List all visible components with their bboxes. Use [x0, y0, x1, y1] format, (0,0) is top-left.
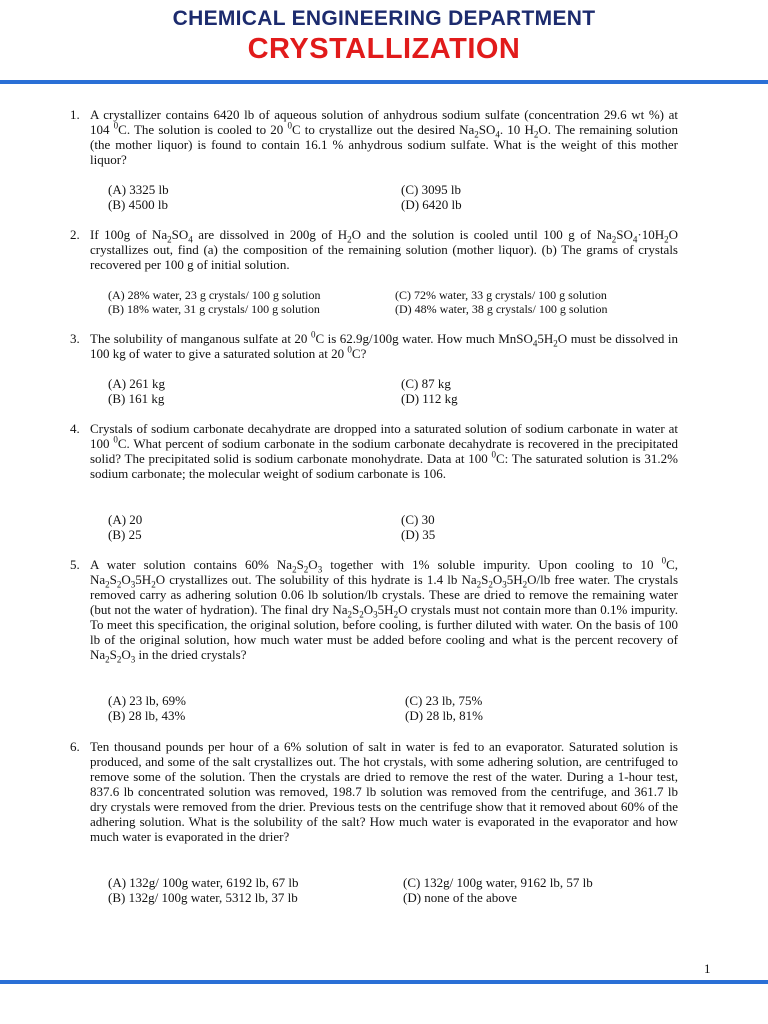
option-d: (D) 35 — [401, 527, 436, 542]
header-divider — [0, 80, 768, 84]
footer-divider — [0, 980, 768, 984]
question-text: The solubility of manganous sulfate at 20 $^0$C is 62.9g/100g water. How much $MnSO_45H_2O$ must be dissolved in 100 kg of water to give a saturated solution at 20 $^0$C? — [90, 329, 678, 361]
document-title: CRYSTALLIZATION — [247, 33, 521, 65]
question-number: 1. — [70, 107, 80, 122]
question-number: 6. — [70, 739, 80, 754]
question-6 — [70, 739, 678, 844]
question-number: 3. — [70, 331, 80, 346]
option-c: (C) 3095 lb — [401, 182, 461, 197]
option-c: (C) 132g/ 100g water, 9162 lb, 57 lb — [403, 875, 593, 890]
question-number: 5. — [70, 557, 80, 572]
option-d: (D) 28 lb, 81% — [405, 708, 483, 723]
question-text: Ten thousand pounds per hour of a 6% solution of salt in water is fed to an evaporator. Saturated solution is produced, and some of the salt crystallizes out. The hot crystals, with some adhering solution, are centrifuged to remove some of the solution. Then the crystals are dried to remove the rest of the water. During a 1-hour test, 837.6 lb concentrated solution was removed, 198.7 lb solution was removed from the centrifuge, and 361.7 lb dry crystals were removed from the drier. Previous tests on the centrifuge show that it removed about 60% of the adhering solution. What is the solubility of the salt? How much water is evaporated in the evaporator and how much water is evaporated in the drier? — [90, 739, 678, 844]
option-a: (A) 23 lb, 69% — [108, 693, 186, 708]
question-5 — [70, 555, 678, 665]
option-b: (B) 161 kg — [108, 391, 165, 406]
option-b: (B) 18% water, 31 g crystals/ 100 g solution — [108, 302, 320, 316]
option-d: (D) 48% water, 38 g crystals/ 100 g solution — [395, 302, 608, 316]
option-d: (D) 112 kg — [401, 391, 458, 406]
option-d: (D) 6420 lb — [401, 197, 462, 212]
question-1 — [70, 107, 679, 167]
option-c: (C) 72% water, 33 g crystals/ 100 g solution — [395, 288, 607, 302]
question-3 — [70, 329, 678, 361]
question-text: Crystals of sodium carbonate decahydrate are dropped into a saturated solution of sodium carbonate in water at 100 $^0$C. What percent of sodium carbonate in the sodium carbonate decahydrate is recovered in the precipitated solid? The precipitated solid is sodium carbonate monohydrate. Data at 100 $^0$C: The saturated solution is 31.2% sodium carbonate; the molecular weight of sodium carbonate is 106. — [90, 421, 678, 481]
option-b: (B) 4500 lb — [108, 197, 168, 212]
option-a: (A) 20 — [108, 512, 143, 527]
option-b: (B) 28 lb, 43% — [108, 708, 186, 723]
page-number: 1 — [704, 961, 711, 976]
department-heading: CHEMICAL ENGINEERING DEPARTMENT — [172, 7, 596, 30]
question-number: 2. — [70, 227, 80, 242]
option-c: (C) 87 kg — [401, 376, 451, 391]
question-text: A crystallizer contains 6420 lb of aqueous solution of anhydrous sodium sulfate (concentration 29.6 wt %) at 104 $^0$C. The solution is cooled to 20 $^0$C to crystallize out the desired $Na_2SO_4$. 10 $H_2O$. The remaining solution (the mother liquor) is found to contain 16.1 % anhydrous sodium sulfate. What is the weight of this mother liquor? — [90, 107, 679, 167]
option-c: (C) 30 — [401, 512, 435, 527]
option-b: (B) 132g/ 100g water, 5312 lb, 37 lb — [108, 890, 298, 905]
option-a: (A) 3325 lb — [108, 182, 169, 197]
option-b: (B) 25 — [108, 527, 142, 542]
option-a: (A) 28% water, 23 g crystals/ 100 g solution — [108, 288, 321, 302]
option-d: (D) none of the above — [403, 890, 518, 905]
option-a: (A) 132g/ 100g water, 6192 lb, 67 lb — [108, 875, 299, 890]
option-c: (C) 23 lb, 75% — [405, 693, 483, 708]
question-2 — [70, 227, 678, 272]
question-text: If 100g of $Na_2SO_4$ are dissolved in 200g of $H_2O$ and the solution is cooled until 100 g of $Na_2SO_4\cdot 10H_2O$ crystallizes out, find (a) the composition of the remaining solution (mother liquor). (b) The grams of crystals recovered per 100 g of initial solution. — [90, 227, 678, 272]
question-4 — [70, 421, 678, 481]
page-header — [0, 6, 768, 66]
question-text: A water solution contains 60% $Na_2S_2O_3$ together with 1% soluble impurity. Upon cooling to 10 $^0$C, $Na_2S_2O_35H_2O$ crystallizes out. The solubility of this hydrate is 1.4 lb $Na_2S_2O_35H_2O/lb$ free water. The crystals removed carry as adhering solution 0.06 lb solution/lb crystals. These are dried to remove the remaining water (but not the water of hydration). The final dry $Na_2S_2O_35H_2O$ crystals must not contain more than 0.1% impurity. To meet this specification, the original solution, before cooling, is further diluted with water. On the basis of 100 lb of the original solution, how much water must be added before cooling and what is the percent recovery of $Na_2S_2O_3$ in the dried crystals? — [90, 555, 678, 665]
option-a: (A) 261 kg — [108, 376, 166, 391]
question-number: 4. — [70, 421, 80, 436]
